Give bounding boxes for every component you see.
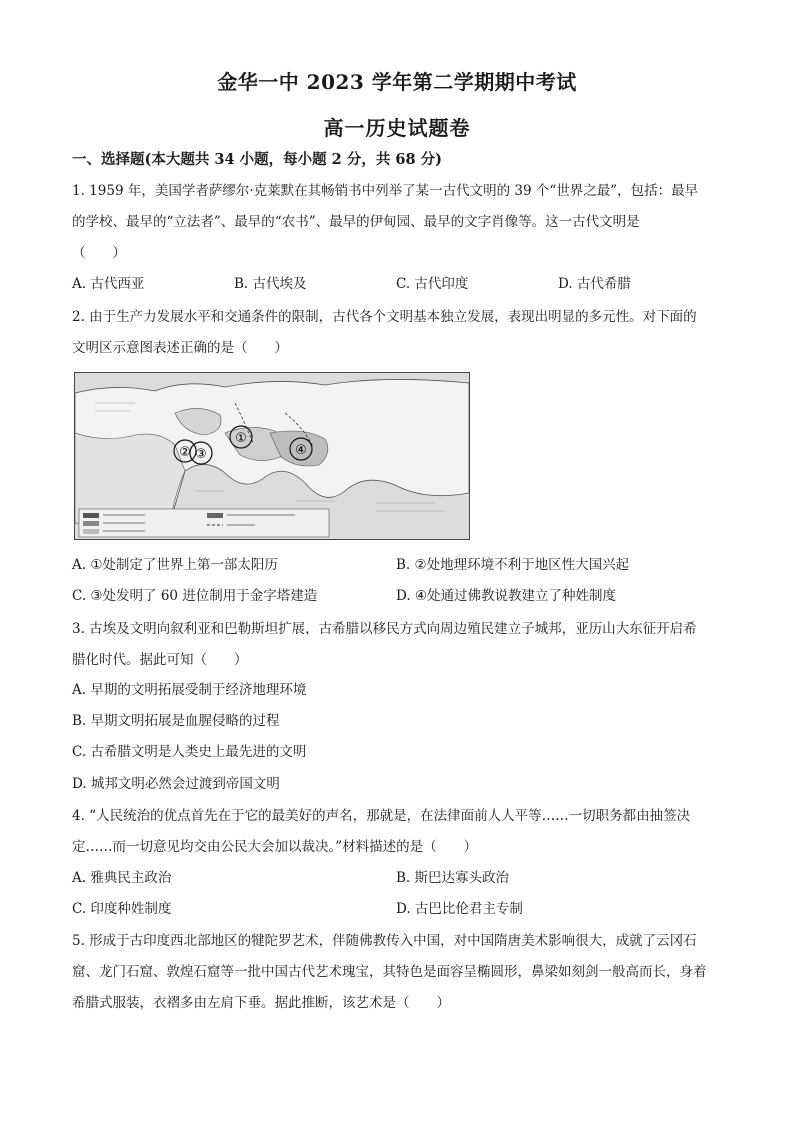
section-heading: 一、选择题(本大题共 34 小题，每小题 2 分，共 68 分) [72, 151, 442, 168]
q4-text-line2: 定……而一切意见均交由公民大会加以裁决。”材料描述的是（ ） [72, 839, 478, 855]
q5-text-line1: 5. 形成于古印度西北部地区的犍陀罗艺术，伴随佛教传入中国，对中国隋唐美术影响很大，成就了云冈石 [72, 933, 697, 949]
q5-text-line3: 希腊式服装，衣褶多由左肩下垂。据此推断，该艺术是（ ） [72, 995, 450, 1011]
q2-option-d: D. ④处通过佛教说教建立了种姓制度 [396, 588, 617, 604]
q1-option-c: C. 古代印度 [396, 276, 469, 292]
q2-option-a: A. ①处制定了世界上第一部太阳历 [72, 557, 278, 573]
q3-option-b: B. 早期文明拓展是血腥侵略的过程 [72, 713, 280, 729]
q3-option-c: C. 古希腊文明是人类史上最先进的文明 [72, 744, 307, 760]
map-marker-3: ③ [195, 447, 207, 462]
q4-text-line1: 4. “人民统治的优点首先在于它的最美好的声名，那就是，在法律面前人人平等……一切职务都由抽签决 [72, 808, 691, 824]
q5-text-line2: 窟、龙门石窟、敦煌石窟等一批中国古代艺术瑰宝，其特色是面容呈椭圆形，鼻梁如刻剑一般高而长，身着 [72, 964, 707, 980]
q2-option-c: C. ③处发明了 60 进位制用于金字塔建造 [72, 588, 318, 604]
q1-option-d: D. 古代希腊 [558, 276, 631, 292]
exam-subtitle: 高一历史试题卷 [323, 116, 471, 140]
map-marker-2: ② [179, 445, 191, 460]
q3-option-a: A. 早期的文明拓展受制于经济地理环境 [72, 682, 307, 698]
q3-text-line1: 3. 古埃及文明向叙利亚和巴勒斯坦扩展，古希腊以移民方式向周边殖民建立子城邦，亚历山大东征开启希 [72, 621, 697, 637]
map-marker-4: ④ [295, 443, 307, 458]
q1-text-line2: 的学校、最早的“立法者”、最早的“农书”、最早的伊甸园、最早的文字肖像等。这一古代文明是 [72, 214, 640, 230]
map-graphic [75, 373, 469, 539]
civilization-map [74, 372, 470, 540]
map-marker-1: ① [235, 431, 247, 446]
q4-option-d: D. 古巴比伦君主专制 [396, 901, 523, 917]
q1-option-b: B. 古代埃及 [234, 276, 307, 292]
q3-option-d: D. 城邦文明必然会过渡到帝国文明 [72, 776, 280, 792]
q4-option-b: B. 斯巴达寡头政治 [396, 870, 510, 886]
exam-title: 金华一中 2023 学年第二学期期中考试 [217, 70, 577, 94]
q2-text-line2: 文明区示意图表述正确的是（ ） [72, 340, 288, 356]
q1-text-line1: 1. 1959 年，美国学者萨缪尔·克莱默在其畅销书中列举了某一古代文明的 39 个“世界之最”，包括：最早 [72, 183, 699, 199]
q2-option-b: B. ②处地理环境不利于地区性大国兴起 [396, 557, 630, 573]
q3-text-line2: 腊化时代。据此可知（ ） [72, 652, 248, 668]
q1-text-line3: （ ） [72, 245, 126, 261]
q2-text-line1: 2. 由于生产力发展水平和交通条件的限制，古代各个文明基本独立发展，表现出明显的多元性。对下面的 [72, 309, 697, 325]
q1-option-a: A. 古代西亚 [72, 276, 145, 292]
q4-option-c: C. 印度种姓制度 [72, 901, 172, 917]
q4-option-a: A. 雅典民主政治 [72, 870, 172, 886]
